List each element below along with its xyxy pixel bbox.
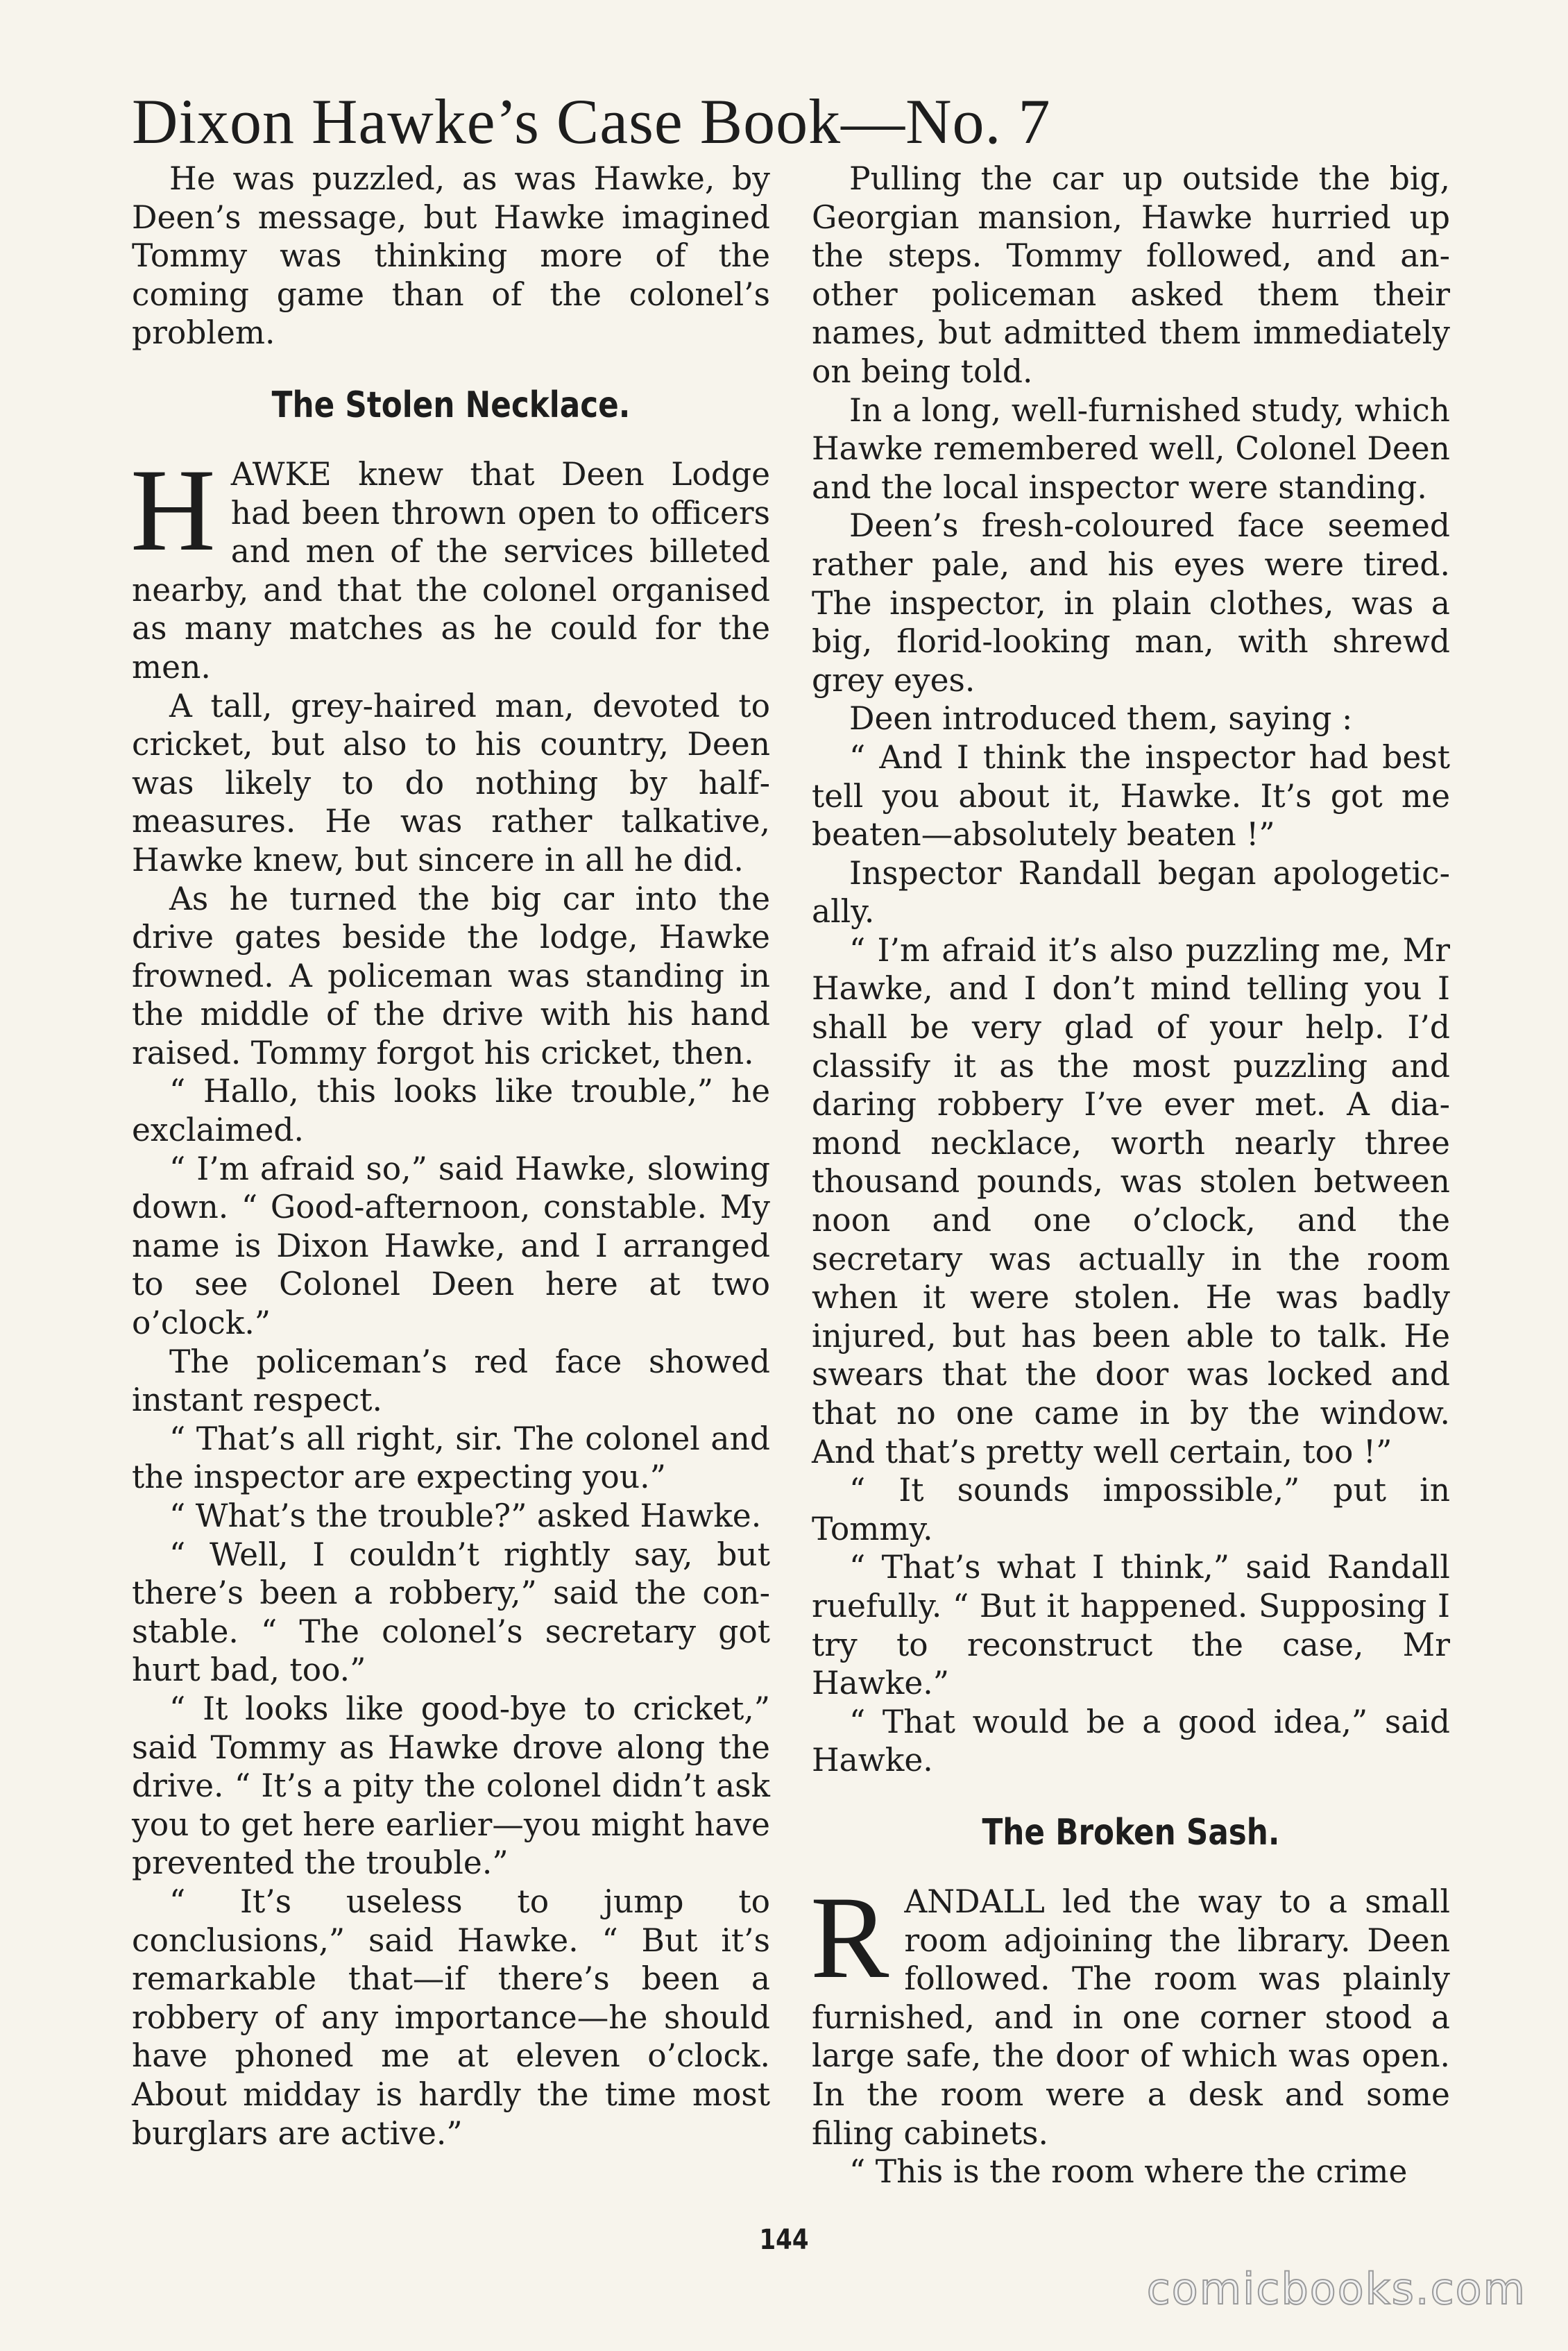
paragraph: The policeman’s red face showed instant respect. <box>132 1343 770 1419</box>
paragraph: Deen’s fresh-coloured face seemed rather pale, and his eyes were tired. The inspector, in plain clothes, was a big, florid-looking man, with shrewd grey eyes. <box>812 507 1450 699</box>
paragraph: As he turned the big car into the drive gates beside the lodge, Hawke frowned. A policeman was standing in the middle of the drive with his hand raised. Tommy forgot his cricket, then. <box>132 880 770 1071</box>
drop-cap: R <box>810 1872 889 2003</box>
paragraph-with-dropcap <box>130 444 770 687</box>
page-title: Dixon Hawke’s Case Book—No. 7 <box>132 86 1051 157</box>
paragraph: Deen introduced them, saying : <box>849 700 1353 738</box>
paragraph: “ It looks like good-bye to cricket,” said Tommy as Hawke drove along the drive. “ It’s a pity the colonel didn’t ask you to get here earlier—you might have prevented the trouble.” <box>132 1690 770 1882</box>
paragraph: “ It’s useless to jump to conclusions,” said Hawke. “ But it’s remarkable that—if there’s been a robbery of any importance—he should have phoned me at eleven o’clock. About midday is hardly the time most burglars are active.” <box>132 1883 770 2152</box>
drop-cap: H <box>130 444 216 575</box>
paragraph: “ What’s the trouble?” asked Hawke. <box>169 1497 762 1534</box>
paragraph: “ And I think the inspector had best tell you about it, Hawke. It’s got me beaten—absolutely beaten !” <box>812 738 1450 854</box>
page-number: 144 <box>759 2224 809 2256</box>
paragraph: “ Hallo, this looks like trouble,” he exclaimed. <box>132 1073 770 1149</box>
paragraph: Inspector Randall began apologetically. <box>812 854 1450 931</box>
section-heading-stolen-necklace: The Stolen Necklace. <box>271 384 631 426</box>
paragraph-text: AWKE knew that Deen Lodge had been thrown open to officers and men of the services billeted nearby, and that the colonel organised as many matches as he could for the men. <box>132 455 770 686</box>
left-column <box>132 160 770 2186</box>
paragraph: Pulling the car up outside the big, Georgian mansion, Hawke hurried up the steps. Tommy followed, and another policeman asked them their names, but admitted them immediately on being told. <box>812 160 1450 390</box>
paragraph: “ This is the room where the crime <box>849 2153 1408 2191</box>
paragraph: “ It sounds impossible,” put in Tommy. <box>812 1472 1450 1547</box>
paragraph: A tall, grey-haired man, devoted to cricket, but also to his country, Deen was likely to do nothing by halfmeasures. He was rather talkative, Hawke knew, but sincere in all he did. <box>132 687 770 879</box>
paragraph: He was puzzled, as was Hawke, by Deen’s message, but Hawke imagined Tommy was thinking more of the coming game than of the colonel’s problem. <box>132 160 770 352</box>
paragraph: “ I’m afraid it’s also puzzling me, Mr Hawke, and I don’t mind telling you I shall be very glad of your help. I’d classify it as the most puzzling and daring robbery I’ve ever met. A diamond necklace, worth nearly three thousand pounds, was stolen between noon and one o’clock, and the secretary was actually in the room when it were stolen. He was badly injured, but has been able to talk. He swears that the door was locked and that no one came in by the window. And that’s pretty well certain, too !” <box>812 931 1450 1470</box>
paragraph: “ That’s what I think,” said Randall ruefully. “ But it happened. Supposing I try to reconstruct the case, Mr Hawke.” <box>812 1549 1450 1702</box>
paragraph-text: ANDALL led the way to a small room adjoining the library. Deen followed. The room was plainly furnished, and in one corner stood a large safe, the door of which was open. In the room were a desk and some filing cabinets. <box>812 1883 1450 2152</box>
paragraph: In a long, well-furnished study, which Hawke remembered well, Colonel Deen and the local inspector were standing. <box>812 391 1450 506</box>
paragraph: “ Well, I couldn’t rightly say, but there’s been a robbery,” said the constable. “ The colonel’s secretary got hurt bad, too.” <box>132 1536 770 1689</box>
paragraph: “ That would be a good idea,” said Hawke. <box>812 1703 1450 1779</box>
section-heading-broken-sash: The Broken Sash. <box>982 1811 1280 1853</box>
watermark: comicbooks.com <box>1146 2264 1526 2314</box>
paragraph: “ That’s all right, sir. The colonel and the inspector are expecting you.” <box>132 1420 770 1496</box>
paragraph: “ I’m afraid so,” said Hawke, slowing down. “ Good-afternoon, constable. My name is Dixon Hawke, and I arranged to see Colonel Deen here at two o’clock.” <box>132 1150 770 1342</box>
paragraph-with-dropcap <box>810 1872 1450 2153</box>
right-column <box>810 160 1450 2191</box>
